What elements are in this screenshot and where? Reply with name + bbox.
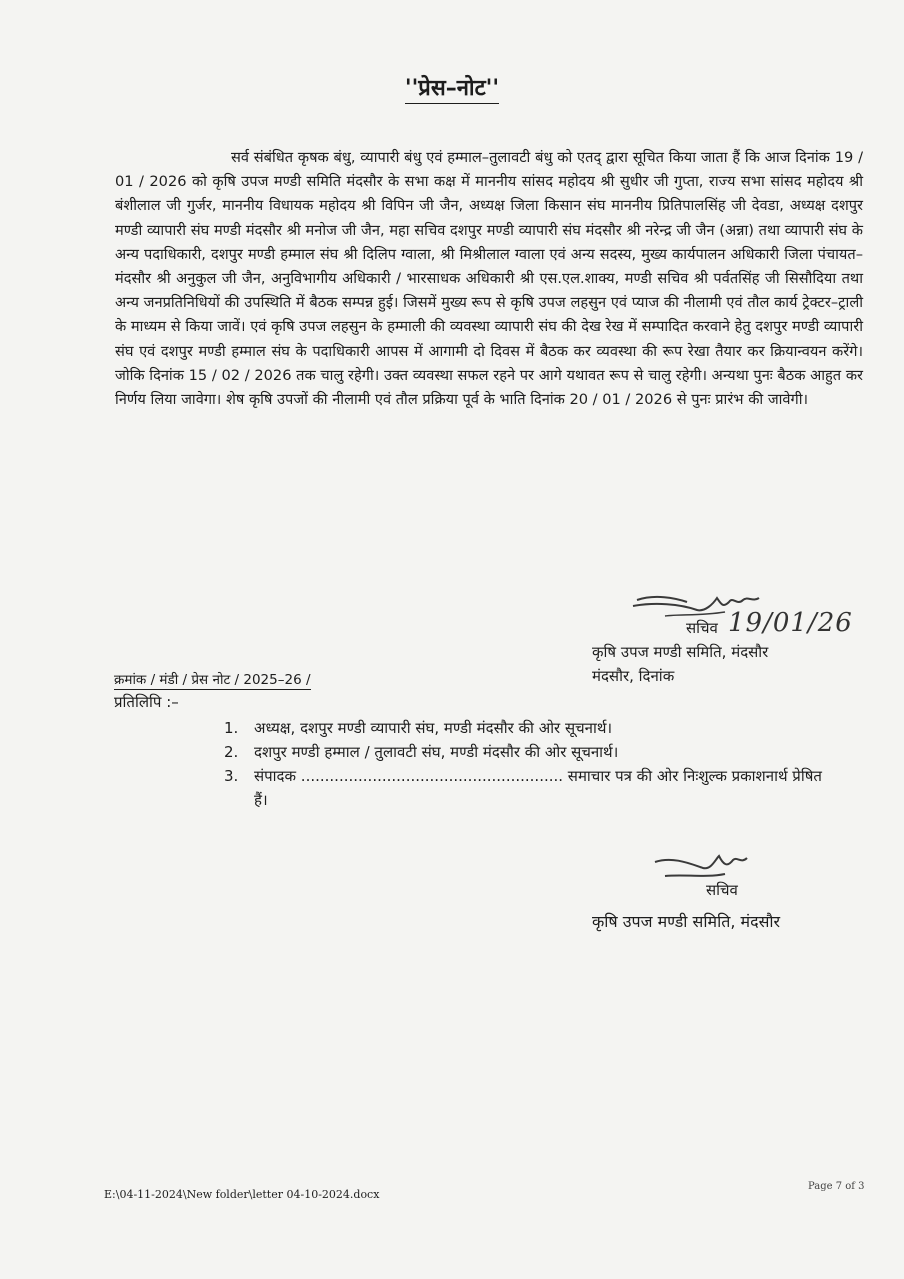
copy-to-list	[224, 716, 824, 812]
place-date-line: मंदसौर, दिनांक	[592, 667, 675, 685]
signatory-organization-2: कृषि उपज मण्डी समिति, मंदसौर	[592, 912, 781, 931]
footer-page-number: Page 7 of 3	[808, 1181, 865, 1192]
list-item-number: 3.	[224, 767, 239, 785]
page-title	[0, 72, 904, 102]
list-item-text: दशपुर मण्डी हम्माल / तुलावटी संघ, मण्डी मंदसौर की ओर सूचनार्थ।	[254, 743, 619, 761]
reference-number: क्रमांक / मंडी / प्रेस नोट / 2025–26 /	[114, 672, 311, 688]
heading-text: ''प्रेस–नोट''	[405, 76, 499, 104]
signature-scribble-2	[645, 850, 755, 900]
list-item-number: 2.	[224, 743, 239, 761]
list-item-number: 1.	[224, 719, 239, 737]
list-item	[224, 764, 824, 812]
signatory-organization: कृषि उपज मण्डी समिति, मंदसौर	[592, 643, 769, 661]
list-item	[224, 716, 824, 740]
signatory-role-2: सचिव	[706, 881, 738, 899]
body-paragraph: सर्व संबंधित कृषक बंधु, व्यापारी बंधु एवं हम्माल–तुलावटी बंधु को एतद् द्वारा सूचित किया जाता हैं कि आज दिनांक 19 / 01 / 2026 को कृषि उपज मण्डी समिति मंदसौर के सभा कक्ष में माननीय सांसद महोदय श्री सुधीर जी गुप्ता, राज्य सभा सांसद महोदय श्री बंशीलाल जी गुर्जर, माननीय विधायक महोदय श्री विपिन जी जैन, अध्यक्ष जिला किसान संघ माननीय प्रितिपालसिंह जी देवडा, अध्यक्ष दशपुर मण्डी व्यापारी संघ मण्डी मंदसौर श्री मनोज जी जैन, महा सचिव दशपुर मण्डी व्यापारी संघ मंदसौर श्री नरेन्द्र जी जैन (अन्ना) तथा व्यापारी संघ के अन्य पदाधिकारी, दशपुर मण्डी हम्माल संघ श्री दिलिप ग्वाला, श्री मिश्रीलाल ग्वाला एवं अन्य सदस्य, मुख्य कार्यपालन अधिकारी जिला पंचायत– मंदसौर श्री अनुकुल जी जैन, अनुविभागीय अधिकारी / भारसाधक अधिकारी श्री एस.एल.शाक्य, मण्डी सचिव श्री पर्वतसिंह जी सिसौदिया तथा अन्य जनप्रतिनिधियों की उपस्थिति में बैठक सम्पन्न हुई। जिसमें मुख्य रूप से कृषि उपज लहसुन एवं प्याज की नीलामी एवं तौल कार्य ट्रेक्टर–ट्राली के माध्यम से किया जावें। एवं कृषि उपज लहसुन के हम्माली की व्यवस्था व्यापारी संघ की देख रेख में सम्पादित करवाने हेतु दशपुर मण्डी व्यापारी संघ एवं दशपुर मण्डी हम्माल संघ के पदाधिकारी आपस में आगामी दो दिवस में बैठक कर व्यवस्था की रूप रेखा तैयार कर क्रियान्वयन करेंगे। जोकि दिनांक 15 / 02 / 2026 तक चालु रहेगी। उक्त व्यवस्था सफल रहने पर आगे यथावत रूप से चालु रहेगी। अन्यथा पुनः बैठक आहुत कर निर्णय लिया जावेगा। शेष कृषि उपजों की नीलामी एवं तौल प्रक्रिया पूर्व के भाति दिनांक 20 / 01 / 2026 से पुनः प्रारंभ की जावेगी।	[115, 149, 863, 409]
handwritten-date: 19/01/26	[728, 608, 853, 638]
footer-file-path: E:\04-11-2024\New folder\letter 04-10-2024.docx	[104, 1188, 380, 1201]
list-item	[224, 740, 824, 764]
list-item-text: अध्यक्ष, दशपुर मण्डी व्यापारी संघ, मण्डी मंदसौर की ओर सूचनार्थ।	[254, 719, 613, 737]
copy-to-label: प्रतिलिपि :–	[114, 693, 179, 711]
signatory-role: सचिव	[686, 619, 718, 637]
list-item-text: संपादक ....................................................... समाचार पत्र की ओर निःशुल्क प्रकाशनार्थ प्रेषित हैं।	[254, 767, 822, 809]
